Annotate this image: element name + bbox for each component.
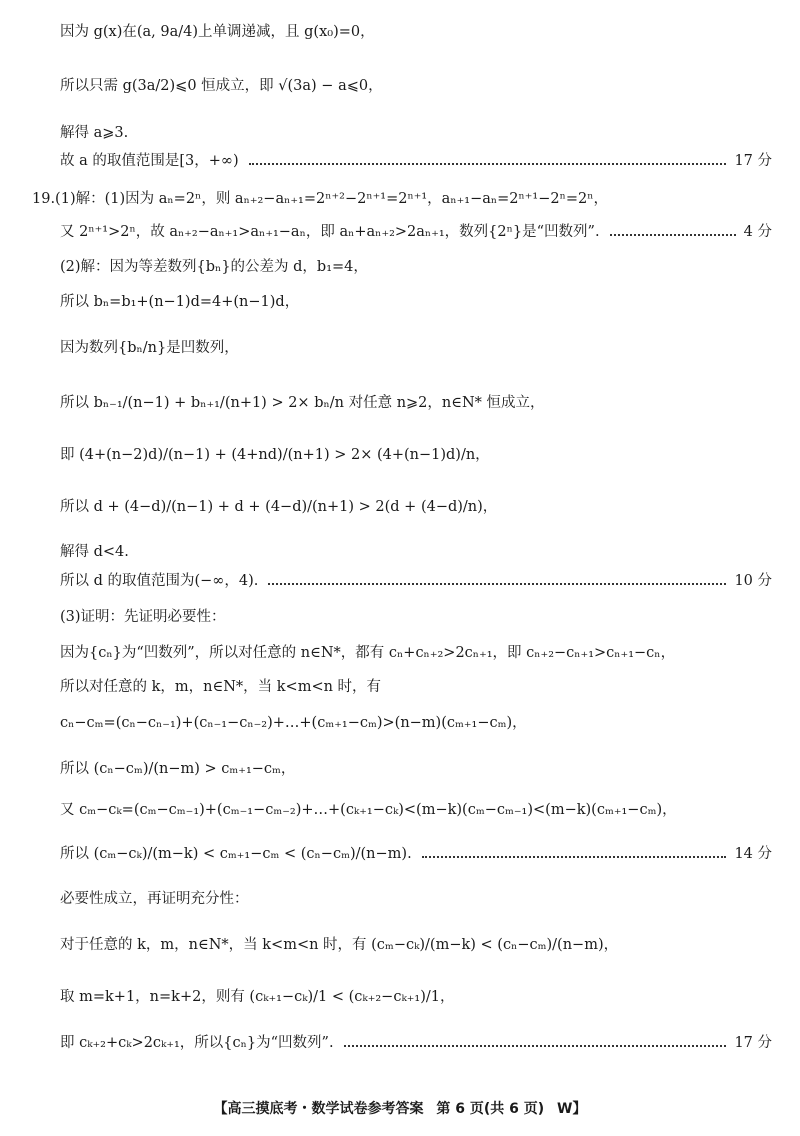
solution-line xyxy=(60,393,772,413)
line-text: 因为 g(x)在(a, 9a/4)上单调递减，且 g(x₀)=0， xyxy=(60,24,375,40)
line-text: 19.(1)解：(1)因为 aₙ=2ⁿ，则 aₙ₊₂−aₙ₊₁=2ⁿ⁺²−2ⁿ⁺¹=2ⁿ⁺¹，aₙ₊₁−aₙ=2ⁿ⁺¹−2ⁿ=2ⁿ， xyxy=(32,191,609,207)
line-text: 因为数列{bₙ/n}是凹数列， xyxy=(60,340,239,356)
line-text: 因为{cₙ}为“凹数列”，所以对任意的 n∈N*，都有 cₙ+cₙ₊₂>2cₙ₊₁，即 cₙ₊₂−cₙ₊₁>cₙ₊₁−cₙ， xyxy=(60,645,676,661)
line-text: 即 cₖ₊₂+cₖ>2cₖ₊₁，所以{cₙ}为“凹数列”. xyxy=(60,1035,334,1051)
solution-line xyxy=(60,713,772,733)
solution-line xyxy=(60,889,772,909)
solution-line xyxy=(60,844,772,864)
line-text: 故 a 的取值范围是[3，+∞) xyxy=(60,153,239,169)
leader-dots xyxy=(610,234,736,236)
solution-line xyxy=(60,257,772,277)
line-text: 所以 d 的取值范围为(−∞，4). xyxy=(60,573,259,589)
solution-line xyxy=(60,759,772,779)
score-label: 17 分 xyxy=(734,1035,772,1051)
line-text: 所以 (cₙ−cₘ)/(n−m) > cₘ₊₁−cₘ， xyxy=(60,761,296,777)
score-label: 10 分 xyxy=(734,573,772,589)
footer-code: W】 xyxy=(557,1101,587,1117)
solution-line xyxy=(60,22,772,42)
solution-line xyxy=(60,445,772,465)
line-text: 所以对任意的 k，m，n∈N*，当 k<m<n 时，有 xyxy=(60,679,382,695)
solution-line xyxy=(60,497,772,517)
solution-line xyxy=(60,571,772,591)
line-text: 所以 bₙ=b₁+(n−1)d=4+(n−1)d， xyxy=(60,294,300,310)
line-text: (3)证明：先证明必要性： xyxy=(60,609,226,625)
footer-title: 【高三摸底考・数学试卷参考答案 xyxy=(213,1101,424,1117)
solution-line xyxy=(60,542,772,562)
page-footer xyxy=(0,1098,800,1118)
line-text: 又 cₘ−cₖ=(cₘ−cₘ₋₁)+(cₘ₋₁−cₘ₋₂)+…+(cₖ₊₁−cₖ)<(m−k)(cₘ−cₘ₋₁)<(m−k)(cₘ₊₁−cₘ)， xyxy=(60,802,677,818)
solution-line xyxy=(60,935,772,955)
solution-line xyxy=(60,643,772,663)
line-text: 即 (4+(n−2)d)/(n−1) + (4+nd)/(n+1) > 2× (4+(n−1)d)/n， xyxy=(60,447,490,463)
line-text: (2)解：因为等差数列{bₙ}的公差为 d，b₁=4， xyxy=(60,259,368,275)
line-text: 取 m=k+1，n=k+2，则有 (cₖ₊₁−cₖ)/1 < (cₖ₊₂−cₖ₊₁)/1， xyxy=(60,989,455,1005)
solution-line xyxy=(60,607,772,627)
solution-line xyxy=(60,123,772,143)
solution-line xyxy=(60,677,772,697)
score-label: 14 分 xyxy=(734,846,772,862)
line-text: 所以 d + (4−d)/(n−1) + d + (4−d)/(n+1) > 2(d + (4−d)/n)， xyxy=(60,499,498,515)
solution-line xyxy=(60,338,772,358)
solution-line xyxy=(60,987,772,1007)
line-text: 解得 a⩾3. xyxy=(60,125,129,141)
solution-line xyxy=(60,76,772,96)
line-text: 解得 d<4. xyxy=(60,544,129,560)
line-text: 又 2ⁿ⁺¹>2ⁿ，故 aₙ₊₂−aₙ₊₁>aₙ₊₁−aₙ，即 aₙ+aₙ₊₂>2aₙ₊₁，数列{2ⁿ}是“凹数列”. xyxy=(60,224,600,240)
leader-dots xyxy=(249,163,727,165)
leader-dots xyxy=(422,856,727,858)
score-label: 4 分 xyxy=(743,224,772,240)
solution-line xyxy=(60,1033,772,1053)
solution-line xyxy=(60,222,772,242)
solution-line xyxy=(60,800,772,820)
solution-line xyxy=(60,151,772,171)
line-text: 所以 (cₘ−cₖ)/(m−k) < cₘ₊₁−cₘ < (cₙ−cₘ)/(n−m). xyxy=(60,846,412,862)
line-text: 所以只需 g(3a/2)⩽0 恒成立，即 √(3a) − a⩽0， xyxy=(60,78,383,94)
solution-line xyxy=(60,292,772,312)
line-text: 必要性成立，再证明充分性： xyxy=(60,891,249,907)
line-text: 所以 bₙ₋₁/(n−1) + bₙ₊₁/(n+1) > 2× bₙ/n 对任意 n⩾2，n∈N* 恒成立， xyxy=(60,395,545,411)
leader-dots xyxy=(344,1045,727,1047)
line-text: cₙ−cₘ=(cₙ−cₙ₋₁)+(cₙ₋₁−cₙ₋₂)+…+(cₘ₊₁−cₘ)>(n−m)(cₘ₊₁−cₘ)， xyxy=(60,715,527,731)
problem-19-line xyxy=(32,189,772,209)
footer-page-number: 第 6 页(共 6 页) xyxy=(436,1101,545,1117)
leader-dots xyxy=(268,583,726,585)
line-text: 对于任意的 k，m，n∈N*，当 k<m<n 时，有 (cₘ−cₖ)/(m−k) < (cₙ−cₘ)/(n−m)， xyxy=(60,937,619,953)
score-label: 17 分 xyxy=(734,153,772,169)
